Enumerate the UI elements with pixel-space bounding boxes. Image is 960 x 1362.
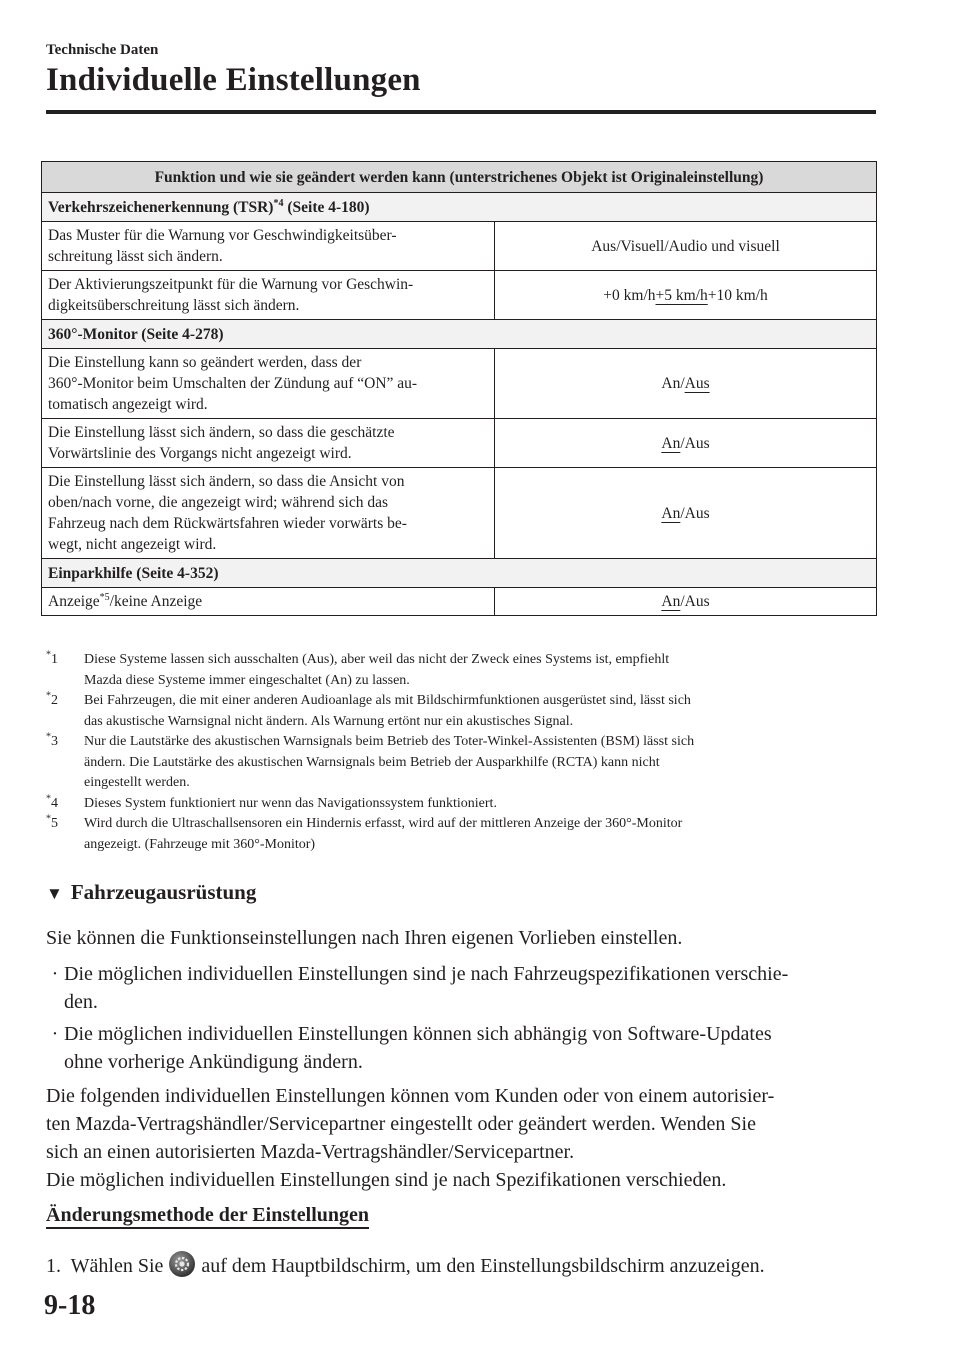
list-item: · Die möglichen individuellen Einstellungen können sich abhängig von Software-Updates ohne vorherige Ankündigung ändern. — [46, 1020, 886, 1076]
bullet-icon: · — [51, 1023, 59, 1045]
table-header: Funktion und wie sie geändert werden kann (unterstrichenes Objekt ist Originaleinstellung) — [42, 162, 877, 193]
footnote-3: *3 Nur die Lautstärke des akustischen Warnsignals beim Betrieb des Toter-Winkel-Assistenten (BSM) lässt sich ändern. Die Lautstärke des akustischen Warnsignals beim Betrieb der Ausparkhilfe (RCTA) kann nicht eingestellt werden. — [46, 731, 695, 790]
paragraph: Die folgenden individuellen Einstellungen können vom Kunden oder von einem autorisier- ten Mazda-Vertragshändler/Servicepartner eingestellt oder geändert werden. Wenden Sie sich an einen autorisierten Mazda-Vertragshändler/Servicepartner. Die möglichen individuellen Einstellungen sind je nach Spezifikationen verschieden. — [46, 1085, 775, 1191]
bullet-icon: · — [51, 963, 59, 985]
table-row — [42, 419, 877, 468]
step-1: 1. Wählen Sie auf dem Hauptbildschirm, um den Einstellungsbildschirm anzuzeigen. — [46, 1250, 765, 1280]
title-rule — [46, 110, 876, 114]
bullet-list — [46, 960, 886, 1076]
section-heading: ▼ Fahrzeugausrüstung — [46, 880, 257, 904]
footnote-2: *2 Bei Fahrzeugen, die mit einer anderen Audioanlage als mit Bildschirmfunktionen ausgerüstet sind, lässt sich das akustische Warnsignal nicht ändern. Als Warnung ertönt nur ein akustisches Signal. — [46, 690, 691, 729]
table-row — [42, 588, 877, 616]
row-value: +0 km/h+5 km/h+10 km/h — [495, 271, 877, 320]
footnotes — [46, 650, 876, 855]
footnote-1: *1 Diese Systeme lassen sich ausschalten (Aus), aber weil das nicht der Zweck eines Systems ist, empfiehlt Mazda diese Systeme immer eingeschaltet (An) zu lassen. — [46, 649, 670, 688]
row-description: Die Einstellung lässt sich ändern, so dass die geschätzte Vorwärtslinie des Vorgangs nicht angezeigt wird. — [42, 419, 495, 468]
group-tsr: Verkehrszeichenerkennung (TSR)$^{*4}$ (Seite 4-180) — [42, 193, 877, 222]
row-description: Das Muster für die Warnung vor Geschwindigkeitsüber- schreitung lässt sich ändern. — [42, 222, 495, 271]
table-row — [42, 349, 877, 419]
row-value: An/Aus — [495, 588, 877, 616]
triangle-down-icon: ▼ — [46, 884, 63, 903]
gear-icon — [168, 1250, 196, 1278]
footnote-4: *4 Dieses System funktioniert nur wenn das Navigationssystem funktioniert. — [46, 792, 497, 811]
page-title: Individuelle Einstellungen — [46, 62, 421, 98]
section-label: Technische Daten — [46, 42, 159, 58]
table-row — [42, 271, 877, 320]
table-row — [42, 468, 877, 559]
group-360-monitor: 360°-Monitor (Seite 4-278) — [42, 320, 877, 349]
settings-table — [41, 161, 877, 616]
page-number: 9-18 — [44, 1290, 96, 1321]
row-description: Anzeige$^{*5}$/keine Anzeige — [42, 588, 495, 616]
subheading: Änderungsmethode der Einstellungen — [46, 1204, 370, 1226]
intro-text: Sie können die Funktionseinstellungen nach Ihren eigenen Vorlieben einstellen. — [46, 927, 683, 949]
row-value: An/Aus — [495, 468, 877, 559]
list-item: · Die möglichen individuellen Einstellungen sind je nach Fahrzeugspezifikationen verschie- den. — [46, 960, 886, 1016]
table-row — [42, 222, 877, 271]
row-description: Die Einstellung kann so geändert werden, dass der 360°-Monitor beim Umschalten der Zündung auf “ON” au- tomatisch angezeigt wird. — [42, 349, 495, 419]
group-einparkhilfe: Einparkhilfe (Seite 4-352) — [42, 559, 877, 588]
row-value: Aus/Visuell/Audio und visuell — [495, 222, 877, 271]
footnote-5: *5 Wird durch die Ultraschallsensoren ein Hindernis erfasst, wird auf der mittleren Anzeige der 360°-Monitor angezeigt. (Fahrzeuge mit 360°-Monitor) — [46, 813, 683, 852]
row-description: Die Einstellung lässt sich ändern, so dass die Ansicht von oben/nach vorne, die angezeigt wird; während sich das Fahrzeug nach dem Rückwärtsfahren wieder vorwärts be- wegt, nicht angezeigt wird. — [42, 468, 495, 559]
row-value: An/Aus — [495, 349, 877, 419]
row-value: An/Aus — [495, 419, 877, 468]
row-description: Der Aktivierungszeitpunkt für die Warnung vor Geschwin- digkeitsüberschreitung lässt sich ändern. — [42, 271, 495, 320]
